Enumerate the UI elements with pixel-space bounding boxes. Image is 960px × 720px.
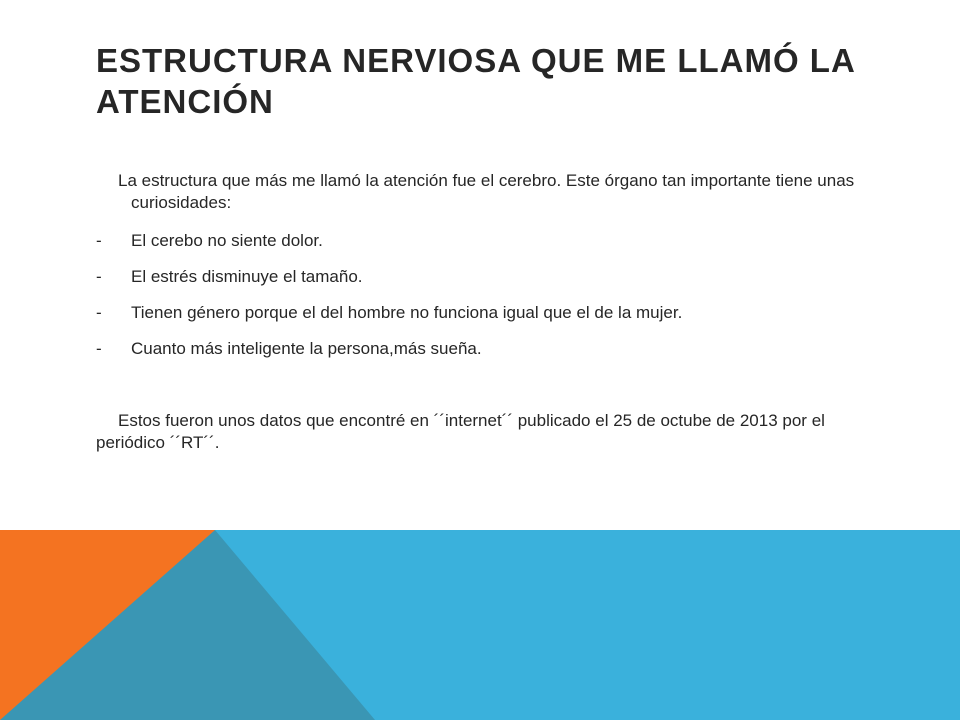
list-item: [96, 230, 876, 252]
closing-paragraph: Estos fueron unos datos que encontré en ´´internet´´ publicado el 25 de octube de 2013 por el periódico ´´RT´´.: [96, 411, 825, 452]
bullet-marker: -: [96, 231, 102, 250]
bullet-marker: -: [96, 303, 102, 322]
bullet-marker: -: [96, 339, 102, 358]
list-item: [96, 302, 876, 324]
decorative-footer-band: [0, 530, 960, 720]
intro-paragraph: La estructura que más me llamó la atención fue el cerebro. Este órgano tan importante tiene unas curiosidades:: [118, 171, 855, 212]
list-item: [96, 338, 876, 360]
bullet-marker: -: [96, 267, 102, 286]
bullet-text: El cerebo no siente dolor.: [131, 231, 323, 250]
slide-title: ESTRUCTURA NERVIOSA QUE ME LLAMÓ LA ATENCIÓN: [96, 42, 855, 120]
list-item: [96, 266, 876, 288]
bullet-text: El estrés disminuye el tamaño.: [131, 267, 363, 286]
bullet-text: Cuanto más inteligente la persona,más sueña.: [131, 339, 482, 358]
curiosities-list: [96, 230, 876, 374]
bullet-text: Tienen género porque el del hombre no funciona igual que el de la mujer.: [131, 303, 683, 322]
